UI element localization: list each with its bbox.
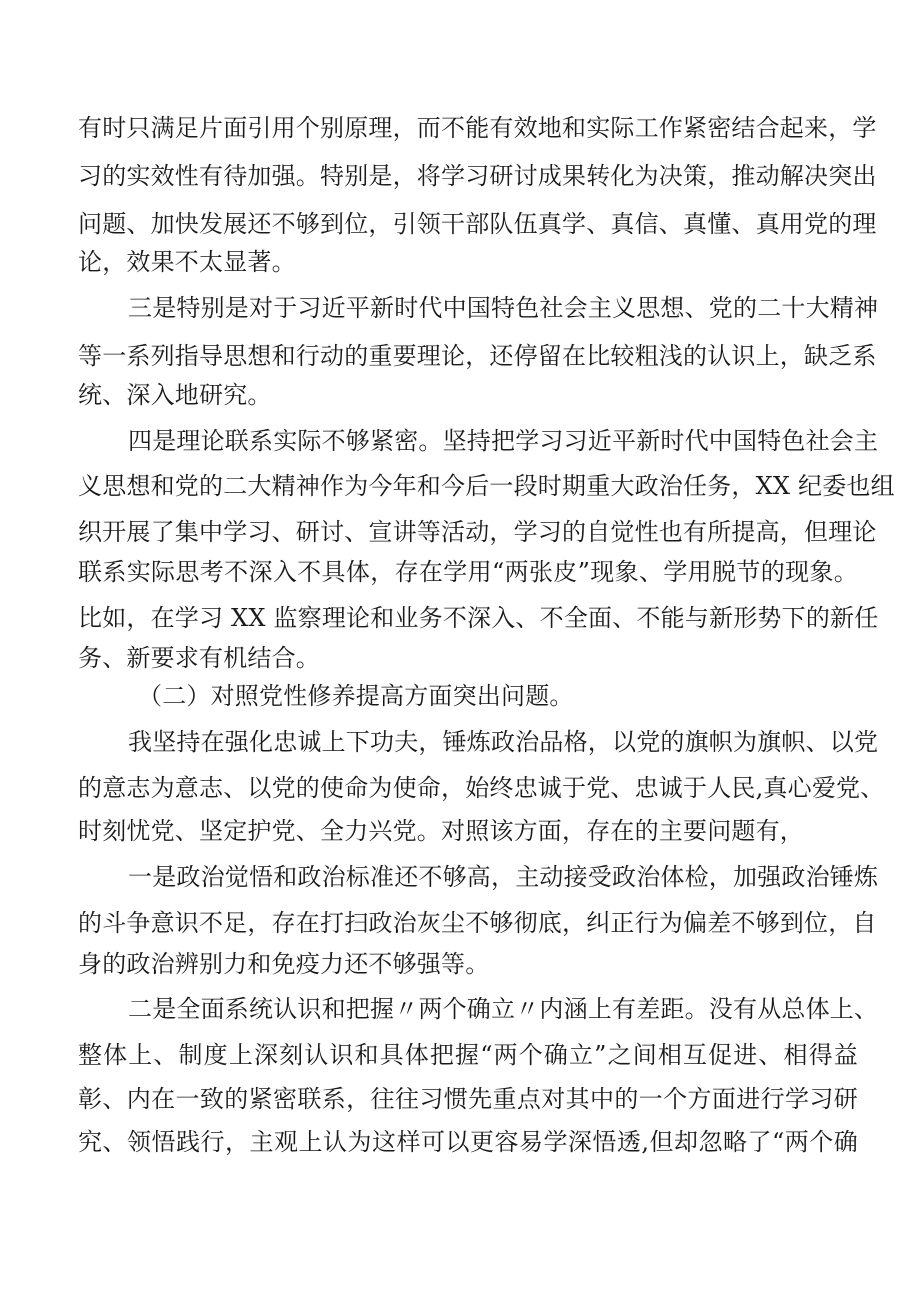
section-heading: （二）对照党性修养提高方面突出问题。 <box>138 682 574 710</box>
paragraph-line: 四是理论联系实际不够紧密。坚持把学习习近平新时代中国特色社会主 <box>128 427 879 455</box>
paragraph-line: 论，效果不太显著。 <box>78 248 296 276</box>
paragraph-line: 义思想和党的二大精神作为今年和今后一段时期重大政治任务，XX 纪委也组 <box>78 472 895 500</box>
paragraph-line: 究、领悟践行，主观上认为这样可以更容易学深悟透,但却忽略了“两个确 <box>78 1128 858 1156</box>
paragraph-line: 问题、加快发展还不够到位，引领干部队伍真学、真信、真懂、真用党的理 <box>78 210 877 238</box>
paragraph-line: 一是政治觉悟和政治标准还不够高，主动接受政治体检，加强政治锤炼 <box>128 863 879 891</box>
paragraph-line: 习的实效性有待加强。特别是，将学习研讨成果转化为决策，推动解决突出 <box>78 162 877 190</box>
paragraph-line: 联系实际思考不深入不具体，存在学用“两张皮”现象、学用脱节的现象。 <box>78 558 858 586</box>
paragraph-line: 身的政治辨别力和免疫力还不够强等。 <box>78 950 490 978</box>
paragraph-line: 时刻忧党、坚定护党、全力兴党。对照该方面，存在的主要问题有， <box>78 817 804 845</box>
paragraph-line: 比如，在学习 XX 监察理论和业务不深入、不全面、不能与新形势下的新任 <box>78 604 879 632</box>
paragraph-line: 的意志为意志、以党的使命为使命，始终忠诚于党、忠诚于人民,真心爱党、 <box>78 774 885 802</box>
paragraph-line: 我坚持在强化忠诚上下功夫，锤炼政治品格，以党的旗帜为旗帜、以党 <box>128 728 879 756</box>
paragraph-line: 等一系列指导思想和行动的重要理论，还停留在比较粗浅的认识上，缺乏系 <box>78 342 877 370</box>
paragraph-line: 整体上、制度上深刻认识和具体把握“两个确立”之间相互促进、相得益 <box>78 1041 858 1069</box>
paragraph-line: 务、新要求有机结合。 <box>78 644 320 672</box>
paragraph-line: 二是全面系统认识和把握〃两个确立〃内涵上有差距。没有从总体上、 <box>128 995 879 1023</box>
paragraph-line: 有时只满足片面引用个别原理，而不能有效地和实际工作紧密结合起来，学 <box>78 114 877 142</box>
paragraph-line: 织开展了集中学习、研讨、宣讲等活动，学习的自觉性也有所提高，但理论 <box>78 518 877 546</box>
paragraph-line: 三是特别是对于习近平新时代中国特色社会主义思想、党的二十大精神 <box>128 294 879 322</box>
paragraph-line: 的斗争意识不足，存在打扫政治灰尘不够彻底，纠正行为偏差不够到位，自 <box>78 909 877 937</box>
paragraph-line: 统、深入地研究。 <box>78 381 272 409</box>
paragraph-line: 彰、内在一致的紧密联系，往往习惯先重点对其中的一个方面进行学习研 <box>78 1085 858 1113</box>
